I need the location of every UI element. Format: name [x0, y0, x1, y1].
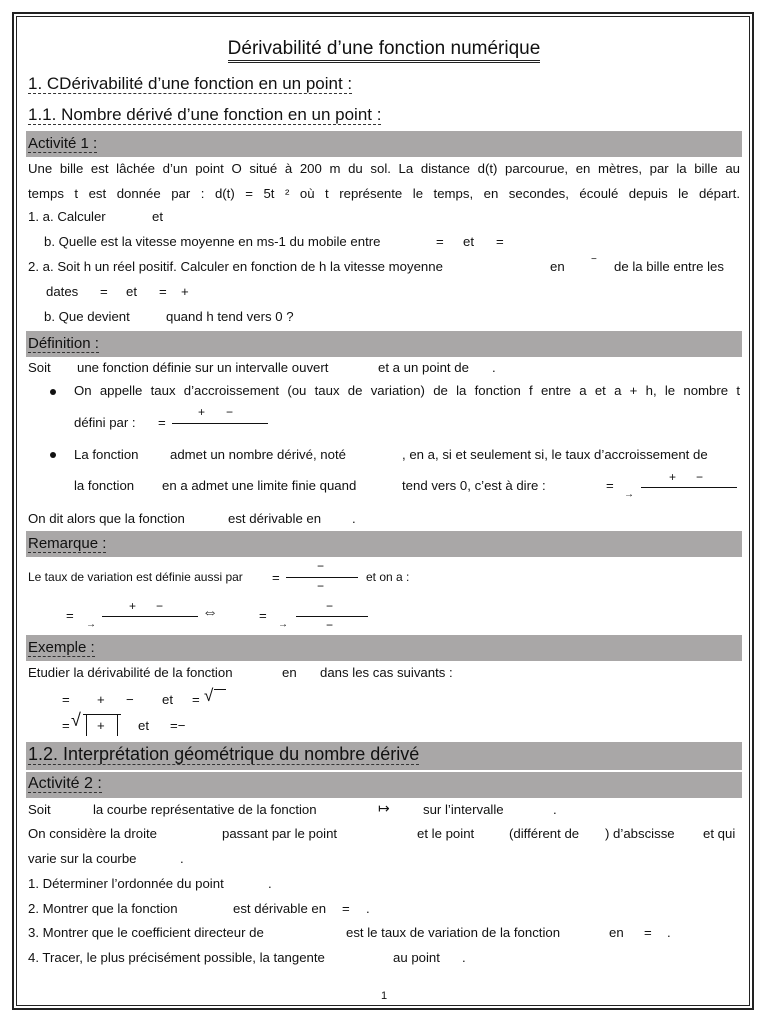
- activite-2-question-3-dot: .: [667, 925, 671, 940]
- exemple-case-2-sqrt-bar: [83, 714, 121, 715]
- activite-2-question-4: 4. Tracer, le plus précisément possible, la tangente: [28, 950, 325, 965]
- definition-b2-arrow: →: [624, 489, 634, 500]
- remarque-l2-eq1: =: [66, 608, 74, 623]
- remarque-l2-arrow1: →: [86, 619, 96, 630]
- activite-2-question-3b: est le taux de variation de la fonction: [346, 925, 561, 940]
- page-number: 1: [380, 990, 388, 1002]
- definition-conclusion-b: est dérivable en: [228, 511, 322, 526]
- remarque-end: et on a :: [366, 570, 410, 584]
- exemple-case-2-plus: +: [97, 718, 105, 733]
- section-1-heading: 1. CDérivabilité d’une fonction en un point :: [28, 74, 353, 93]
- activite-2-line-1-dot: .: [553, 802, 557, 817]
- activite-2-question-3: 3. Montrer que le coefficient directeur de: [28, 925, 264, 940]
- activite-2-line-2f: et qui: [703, 826, 736, 841]
- definition-bullet-2-line-2c: tend vers 0, c’est à dire :: [402, 478, 546, 493]
- remarque-fraction-bar: [286, 577, 358, 578]
- remarque-l2-num2-minus: −: [326, 599, 334, 613]
- question-1b-et: et: [463, 234, 474, 249]
- exemple-line-1c: dans les cas suivants :: [320, 665, 453, 680]
- definition-b2-plus: +: [669, 470, 677, 484]
- activite-2-line-2c: et le point: [417, 826, 475, 841]
- definition-b1-minus: −: [226, 405, 234, 419]
- question-2a-eq2: =: [159, 284, 167, 299]
- question-1a-et: et: [152, 209, 163, 224]
- activite-2-question-2-dot: .: [366, 901, 370, 916]
- activite-2-label: Activité 2 :: [28, 775, 102, 792]
- definition-bullet-1-line-1: On appelle taux d’accroissement (ou taux de variation) de la fonction f entre a et a + h, le nombre t: [74, 383, 740, 398]
- activite-2-question-4b: au point: [393, 950, 440, 965]
- question-2a-end: de la bille entre les: [614, 259, 724, 274]
- question-2b-end: quand h tend vers 0 ?: [166, 309, 294, 324]
- activite-1-text-line-2: temps t est donnée par : d(t) = 5t ² où t représente le temps, en secondes, écoulé depuis le départ.: [28, 186, 740, 201]
- remarque-line-1: Le taux de variation est définie aussi par: [28, 570, 243, 584]
- definition-bullet-2-line-2a: la fonction: [74, 478, 135, 493]
- definition-conclusion-a: On dit alors que la fonction: [28, 511, 185, 526]
- definition-bullet-2-b: admet un nombre dérivé, noté: [170, 447, 346, 462]
- remarque-l2-fraction-bar-2: [296, 616, 368, 617]
- remarque-l2-fraction-bar-1: [102, 616, 198, 617]
- question-1a: 1. a. Calculer: [28, 209, 106, 224]
- activite-1-text-line-1: Une bille est lâchée d’un point O situé à 200 m du sol. La distance d(t) parcourue, en mètres, par la bille au: [28, 161, 740, 176]
- remarque-l2-den2-minus: −: [326, 618, 334, 632]
- activite-2-question-2: 2. Montrer que la fonction: [28, 901, 178, 916]
- activite-1-band: [26, 131, 742, 157]
- exemple-band: [26, 635, 742, 661]
- exemple-case-2-abs-left: [86, 714, 87, 736]
- exemple-case-1-minus: −: [126, 692, 134, 707]
- activite-2-question-4-dot: .: [462, 950, 466, 965]
- definition-b1-fraction-bar: [172, 423, 268, 424]
- question-2a: 2. a. Soit h un réel positif. Calculer en fonction de h la vitesse moyenne: [28, 259, 443, 274]
- question-2a-eq1: =: [100, 284, 108, 299]
- page-title: Dérivabilité d’une fonction numérique: [0, 38, 768, 60]
- question-2a-plus: +: [181, 284, 189, 299]
- exemple-line-1b: en: [282, 665, 297, 680]
- activite-2-question-2-eq: =: [342, 901, 350, 916]
- question-1b: b. Quelle est la vitesse moyenne en ms-1 du mobile entre: [44, 234, 381, 249]
- definition-b2-fraction-bar: [641, 487, 737, 488]
- exemple-line-1a: Etudier la dérivabilité de la fonction: [28, 665, 233, 680]
- question-2a-et: et: [126, 284, 137, 299]
- question-2a-minus: −: [591, 254, 597, 265]
- definition-band: [26, 331, 742, 357]
- remarque-l2-plus: +: [129, 599, 137, 613]
- section-1-2-heading: 1.2. Interprétation géométrique du nombre dérivé: [28, 744, 420, 764]
- exemple-case-1-et: et: [162, 692, 173, 707]
- activite-2-maps-to: ↦: [378, 800, 390, 816]
- activite-2-line-3: varie sur la courbe: [28, 851, 137, 866]
- activite-2-band: [26, 772, 742, 798]
- question-2b: b. Que devient: [44, 309, 130, 324]
- section-1-1-heading: 1.1. Nombre dérivé d’une fonction en un point :: [28, 105, 382, 124]
- remarque-l2-eq2: =: [259, 608, 267, 623]
- remarque-l2-arrow2: →: [278, 619, 288, 630]
- exemple-case-1-eq: =: [62, 692, 70, 707]
- definition-bullet-2-a: La fonction: [74, 447, 139, 462]
- activite-2-line-1a: la courbe représentative de la fonction: [93, 802, 317, 817]
- definition-b1-plus: +: [198, 405, 206, 419]
- activite-2-line-1b: sur l’intervalle: [423, 802, 504, 817]
- activite-2-question-2b: est dérivable en: [233, 901, 327, 916]
- exemple-case-1-plus: +: [97, 692, 105, 707]
- question-2a-en: en: [550, 259, 565, 274]
- remarque-band: [26, 531, 742, 557]
- exemple-case-2-abs-right: [117, 714, 118, 736]
- definition-b2-minus: −: [696, 470, 704, 484]
- exemple-case-2-eq2: =−: [170, 718, 186, 733]
- activite-2-question-1: 1. Déterminer l’ordonnée du point: [28, 876, 224, 891]
- activite-2-soit: Soit: [28, 802, 51, 817]
- remarque-l2-minus: −: [156, 599, 164, 613]
- definition-bullet-2-c: , en a, si et seulement si, le taux d’accroissement de: [402, 447, 708, 462]
- remarque-l2-iff: ⇔: [202, 604, 218, 621]
- definition-line-1-end: et a un point de: [378, 360, 469, 375]
- activite-2-line-2a: On considère la droite: [28, 826, 158, 841]
- exemple-case-1-sqrt: √: [204, 686, 214, 705]
- question-1b-eq2: =: [496, 234, 504, 249]
- activite-2-line-2e: ) d’abscisse: [605, 826, 675, 841]
- definition-b2-eq: =: [606, 478, 614, 493]
- definition-conclusion-dot: .: [352, 511, 356, 526]
- exemple-case-1-eq2: =: [192, 692, 200, 707]
- bullet-1: [50, 389, 56, 395]
- definition-bullet-2-line-2b: en a admet une limite finie quand: [162, 478, 357, 493]
- remarque-eq: =: [272, 570, 280, 585]
- activite-2-question-1-dot: .: [268, 876, 272, 891]
- activite-2-line-3-dot: .: [180, 851, 184, 866]
- remarque-den-minus: −: [317, 579, 325, 593]
- activite-2-line-2b: passant par le point: [222, 826, 338, 841]
- definition-line-1-dot: .: [492, 360, 496, 375]
- exemple-case-2-sqrt-icon: √: [71, 710, 81, 730]
- exemple-case-1-sqrt-bar: [214, 689, 226, 690]
- definition-label: Définition :: [28, 335, 99, 352]
- definition-bullet-1-line-2: défini par :: [74, 415, 136, 430]
- definition-soit: Soit: [28, 360, 51, 375]
- activite-2-question-3-eq: =: [644, 925, 652, 940]
- section-1-2-band: [26, 742, 742, 770]
- definition-b1-eq: =: [158, 415, 166, 430]
- exemple-label: Exemple :: [28, 639, 95, 656]
- bullet-2: [50, 452, 56, 458]
- question-1b-eq1: =: [436, 234, 444, 249]
- remarque-label: Remarque :: [28, 535, 107, 552]
- activite-1-label: Activité 1 :: [28, 135, 98, 152]
- activite-2-line-2d: (différent de: [509, 826, 580, 841]
- activite-2-question-3c: en: [609, 925, 624, 940]
- exemple-case-2-et: et: [138, 718, 149, 733]
- remarque-num-minus: −: [317, 559, 325, 573]
- definition-line-1: une fonction définie sur un intervalle ouvert: [77, 360, 329, 375]
- question-2a-dates: dates: [46, 284, 79, 299]
- exemple-case-2-eq: =: [62, 718, 70, 733]
